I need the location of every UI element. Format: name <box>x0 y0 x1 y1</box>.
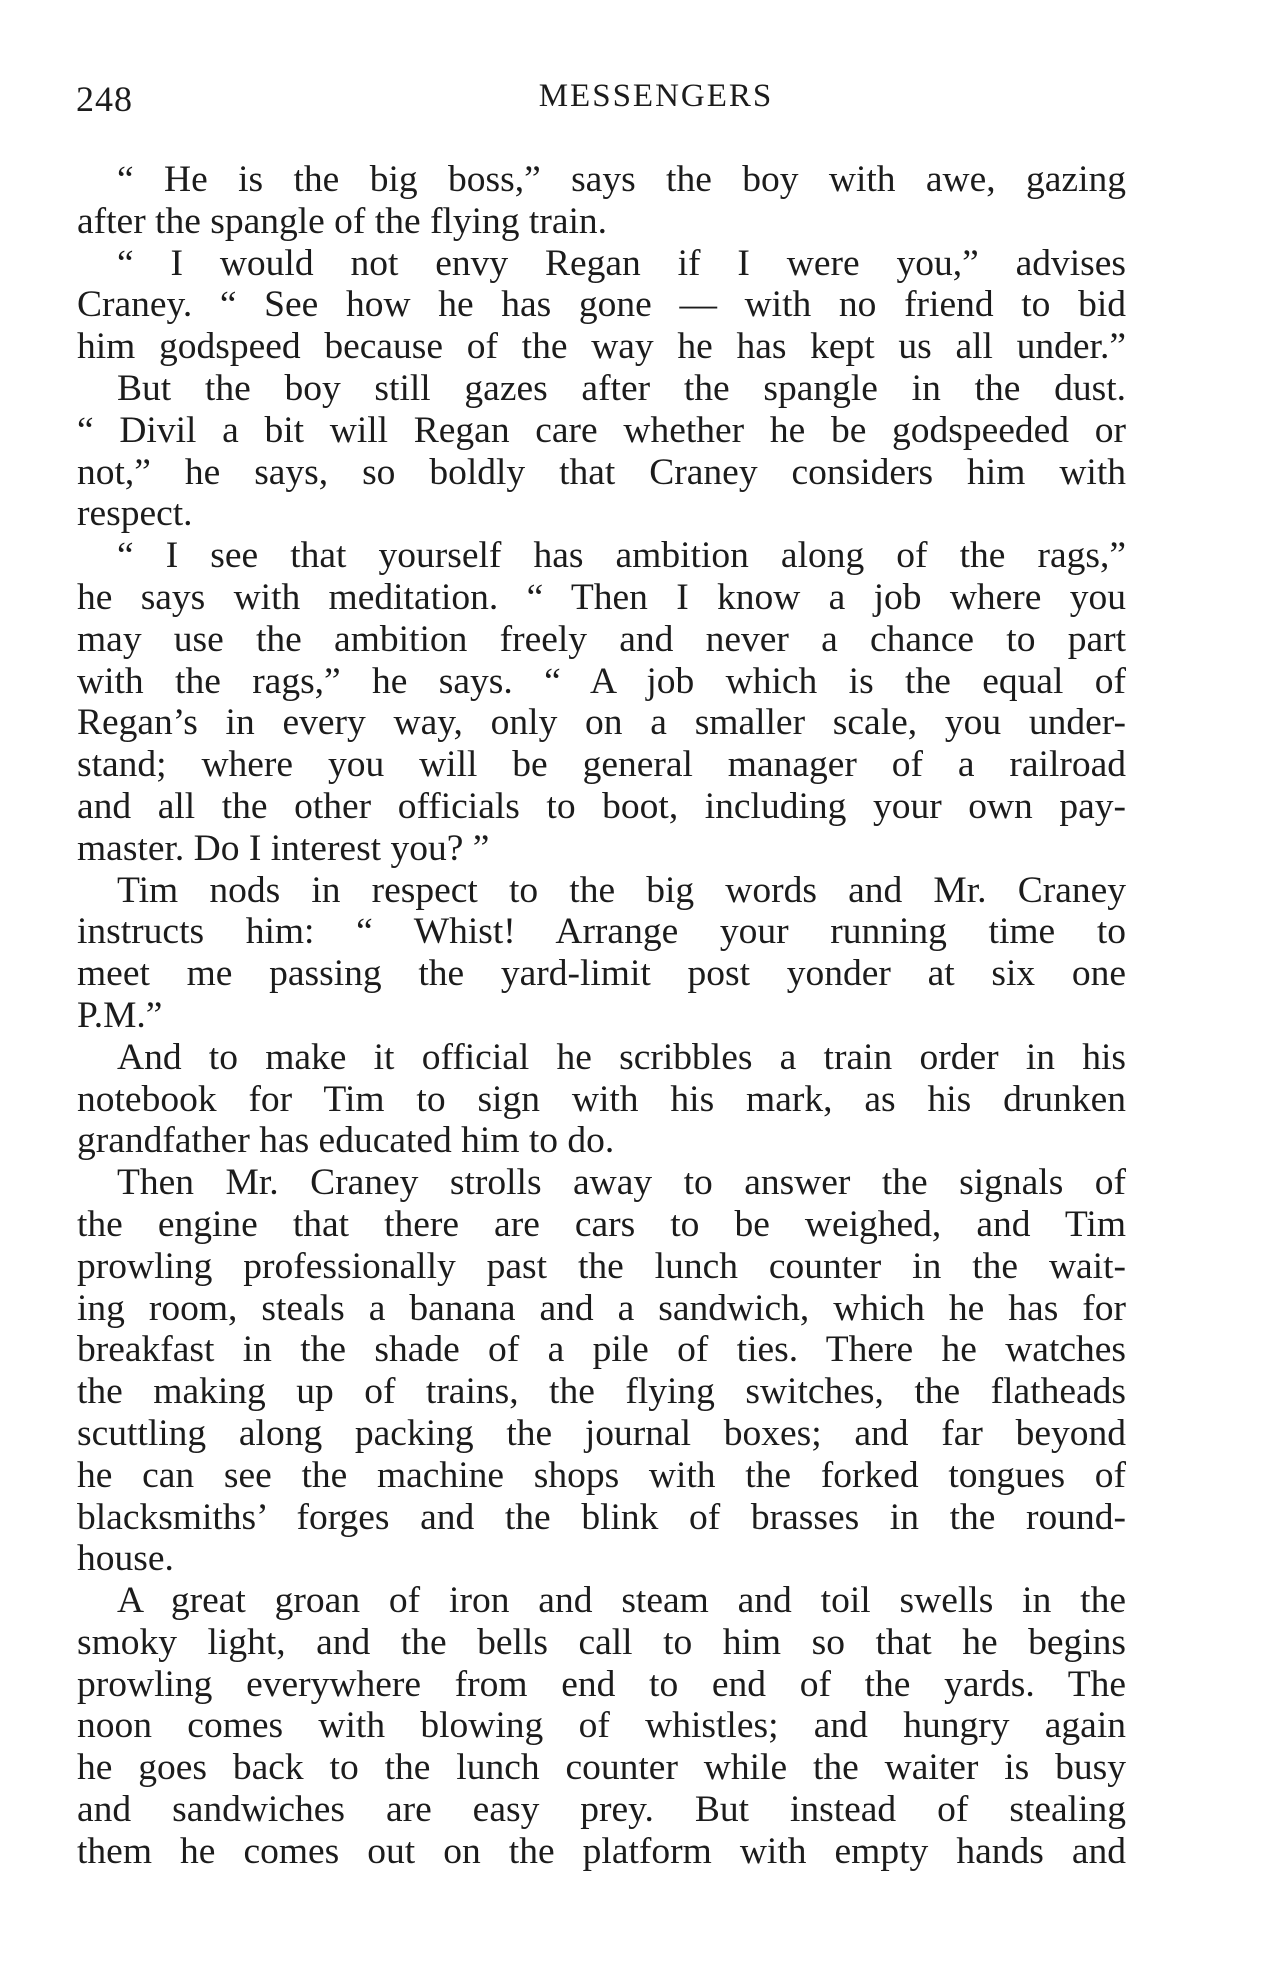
text-line: P.M.” <box>77 994 163 1036</box>
text-line: Regan’s in every way, only on a smaller scale, you under- <box>77 702 1126 744</box>
page-header <box>76 78 1126 128</box>
text-line: “ I see that yourself has ambition along of the rags,” <box>117 535 1126 577</box>
text-line: “ He is the big boss,” says the boy with awe, gazing <box>117 159 1126 200</box>
page-number: 248 <box>76 79 133 119</box>
paragraph <box>77 243 1126 368</box>
text-line: them he comes out on the platform with empty hands and <box>77 1830 1126 1872</box>
text-line: breakfast in the shade of a pile of ties. There he watches <box>77 1329 1126 1371</box>
running-head: MESSENGERS <box>538 78 774 114</box>
text-line: stand; where you will be general manager of a railroad <box>77 744 1126 786</box>
text-line: ing room, steals a banana and a sandwich, which he has for <box>77 1287 1126 1329</box>
text-line: But the boy still gazes after the spangle in the dust. <box>117 367 1126 409</box>
text-line: Craney. “ See how he has gone — with no friend to bid <box>77 284 1126 326</box>
text-line: grandfather has educated him to do. <box>77 1120 615 1162</box>
text-line: blacksmiths’ forges and the blink of brasses in the round- <box>77 1496 1126 1538</box>
paragraph <box>77 368 1126 535</box>
text-line: not,” he says, so boldly that Craney considers him with <box>77 451 1126 493</box>
paragraph <box>77 870 1126 1037</box>
paragraph <box>77 1580 1126 1873</box>
text-line: Then Mr. Craney strolls away to answer the signals of <box>117 1162 1126 1204</box>
text-line: prowling professionally past the lunch counter in the wait- <box>77 1245 1126 1287</box>
text-line: smoky light, and the bells call to him so that he begins <box>77 1621 1126 1663</box>
text-line: respect. <box>77 493 193 535</box>
paragraph <box>77 535 1126 869</box>
body-text <box>77 159 1126 1873</box>
paragraph <box>77 1162 1126 1580</box>
text-line: prowling everywhere from end to end of the yards. The <box>77 1663 1126 1705</box>
text-line: the making up of trains, the flying switches, the flatheads <box>77 1371 1126 1413</box>
text-line: notebook for Tim to sign with his mark, as his drunken <box>77 1078 1126 1120</box>
text-line: scuttling along packing the journal boxes; and far beyond <box>77 1412 1126 1454</box>
text-line: Tim nods in respect to the big words and Mr. Craney <box>117 869 1126 911</box>
text-line: master. Do I interest you? ” <box>77 827 490 869</box>
text-line: him godspeed because of the way he has kept us all under.” <box>77 326 1126 368</box>
text-line: after the spangle of the flying train. <box>77 200 608 242</box>
text-line: house. <box>77 1538 174 1580</box>
text-line: the engine that there are cars to be weighed, and Tim <box>77 1203 1126 1245</box>
text-line: he can see the machine shops with the forked tongues of <box>77 1454 1126 1496</box>
text-line: and all the other officials to boot, including your own pay- <box>77 785 1126 827</box>
text-line: “ I would not envy Regan if I were you,” advises <box>117 242 1126 284</box>
text-line: And to make it official he scribbles a train order in his <box>117 1036 1126 1078</box>
text-line: instructs him: “ Whist! Arrange your running time to <box>77 911 1126 953</box>
text-line: A great groan of iron and steam and toil swells in the <box>117 1580 1126 1622</box>
text-line: may use the ambition freely and never a chance to part <box>77 618 1126 660</box>
text-line: “ Divil a bit will Regan care whether he be godspeeded or <box>77 409 1126 451</box>
text-line: noon comes with blowing of whistles; and hungry again <box>77 1705 1126 1747</box>
paragraph <box>77 1037 1126 1162</box>
text-line: he goes back to the lunch counter while the waiter is busy <box>77 1747 1126 1789</box>
text-line: he says with meditation. “ Then I know a job where you <box>77 576 1126 618</box>
text-line: with the rags,” he says. “ A job which is the equal of <box>77 660 1126 702</box>
paragraph <box>77 159 1126 243</box>
text-line: meet me passing the yard-limit post yonder at six one <box>77 953 1126 995</box>
text-line: and sandwiches are easy prey. But instead of stealing <box>77 1789 1126 1831</box>
